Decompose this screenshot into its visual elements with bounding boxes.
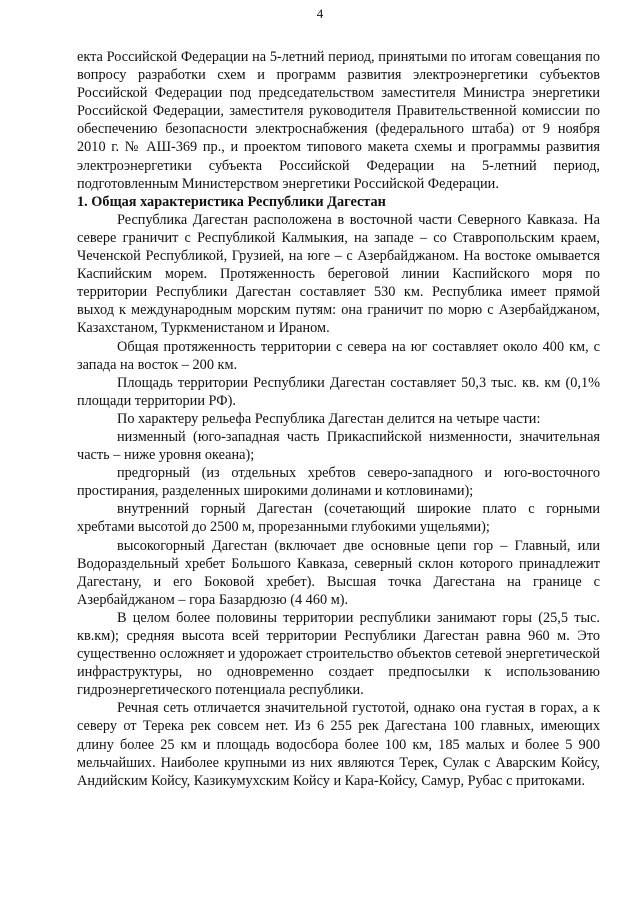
paragraph-rivers: Речная сеть отличается значительной густотой, однако она густая в горах, а к северу от Терека рек совсем нет. Из 6 255 рек Дагестана 100 главных, имеющих длину более 25 км и площадь водосбора более 100 км, 185 малых и более 5 900 мельчайших. Наиболее крупными из них являются Терек, Сулак с Аварским Койсу, Андийским Койсу, Казикумухским Койсу и Кара-Койсу, Самур, Рубас с притоками. (77, 700, 600, 789)
paragraph-extent: Общая протяженность территории с севера на юг составляет около 400 км, с запада на восток – 200 км. (77, 338, 600, 373)
page-content (77, 48, 600, 790)
paragraph-relief-intro: По характеру рельефа Республика Дагестан делится на четыре части: (117, 410, 541, 427)
paragraph-location: Республика Дагестан расположена в восточной части Северного Кавказа. На севере граничит с Республикой Калмыкия, на западе – со Ставропольским краем, Чеченской Республикой, Грузией, на юге – с Азербайджаном. На востоке омывается Каспийским морем. Протяженность береговой линии Каспийского моря по территории Республики Дагестан составляет 530 км. Республика имеет прямой выход к международным морским путям: она граничит по морю с Азербайджаном, Казахстаном, Туркменистаном и Ираном. (77, 211, 600, 337)
paragraph-inner-mountain: внутренний горный Дагестан (сочетающий широкие плато с горными хребтами высотой до 2500 м, прорезанными глубокими ущельями); (77, 501, 600, 536)
paragraph-highland: высокогорный Дагестан (включает две основные цепи гор – Главный, или Водораздельный хребет Большого Кавказа, северный склон которого принадлежит Дагестану, и его Боковой хребет). Высшая точка Дагестана на границе с Азербайджаном – гора Базардюзю (4 460 м). (77, 537, 600, 608)
page-number: 4 (316, 6, 324, 21)
paragraph-lowland: низменный (юго-западная часть Прикаспийской низменности, значительная часть – ниже уровня океана); (77, 428, 600, 464)
intro-paragraph: екта Российской Федерации на 5-летний период, принятыми по итогам совещания по вопросу разработки схем и программ развития электроэнергетики субъектов Российской Федерации под председательством заместителя Министра энергетики Российской Федерации, заместителя руководителя Правительственной комиссии по обеспечению безопасности электроснабжения (федерального штаба) от 9 ноября 2010 г. № АШ-369 пр., и проектом типового макета схемы и программы развития электроэнергетики субъекта Российской Федерации на 5-летний период, подготовленным Министерством энергетики Российской Федерации. (77, 49, 600, 192)
paragraph-area: Площадь территории Республики Дагестан составляет 50,3 тыс. кв. км (0,1% площади территории РФ). (77, 374, 600, 409)
paragraph-foothills: предгорный (из отдельных хребтов северо-западного и юго-восточного простирания, разделенных широкими долинами и котловинами); (77, 465, 600, 500)
section-heading: 1. Общая характеристика Республики Дагестан (77, 193, 386, 210)
paragraph-mountains-share: В целом более половины территории республики занимают горы (25,5 тыс. кв.км); средняя высота всей территории Республики Дагестан равна 960 м. Это существенно осложняет и удорожает строительство объектов сетевой энергетической инфраструктуры, но одновременно создает предпосылки к использованию гидроэнергетического потенциала республики. (77, 609, 600, 699)
